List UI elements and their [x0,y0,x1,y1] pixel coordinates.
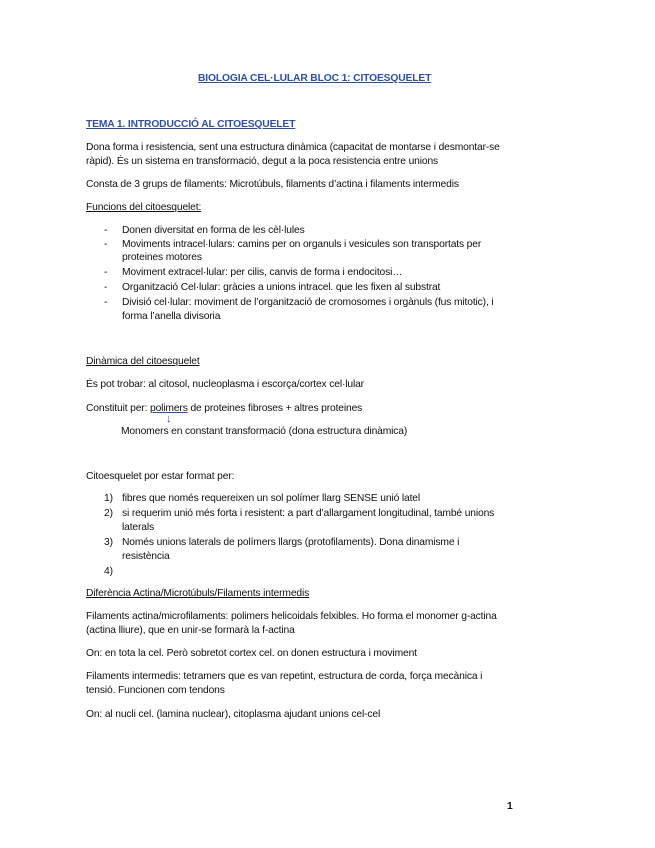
actina-paragraph-line-1: Filaments actina/microfilaments: polimers helicoidals felxibles. Ho forma el monomer g-actina [86,611,497,622]
list-item-continuation: resistència [122,551,170,562]
section-heading-introduccio: TEMA 1. INTRODUCCIÓ AL CITOESQUELET [86,119,296,130]
list-item: fibres que només requereixen un sol polímer llarg SENSE unió latel [122,493,421,504]
document-title: BIOLOGIA CEL·LULAR BLOC 1: CITOESQUELET [198,73,432,84]
intro-paragraph-line-2: ràpid). És un sistema en transformació, degut a la poca resistencia entre unions [86,156,439,167]
list-item-continuation: forma l’anella divisoria [122,311,221,322]
list-item: Només unions laterals de polímers llargs (protofilaments). Dona dinamisme i [122,537,460,548]
funcions-heading: Funcions del citoesquelet: [86,202,202,213]
polimers-word: polimers [150,403,188,414]
down-arrow-icon: ↓ [166,413,172,425]
list-item: Organització Cel·lular: gràcies a unions intracel. que les fixen al substrat [122,282,441,293]
intermedis-paragraph-line-1: Filaments intermedis: tetramers que es van repetint, estructura de corda, força mecànica i [86,671,483,682]
list-number: 2) [104,508,113,519]
list-item: Moviment extracel·lular: per cilis, canvis de forma i endocitosi… [122,267,403,278]
constituit-paragraph [86,402,362,415]
bullet-dash: - [104,239,108,250]
list-item: si requerim unió més forta i resistent: a part d’allargament longitudinal, també unions [122,508,495,519]
intro-paragraph-line-1: Dona forma i resistencia, sent una estructura dinàmica (capacitat de montarse i desmontar-se [86,142,500,153]
list-number: 3) [104,537,113,548]
monomers-paragraph: Monomers en constant transformació (dona estructura dinàmica) [121,426,408,437]
dinamica-heading: Dinàmica del citoesquelet [86,356,200,367]
format-per-paragraph: Citoesquelet por estar format per: [86,471,235,482]
list-item-continuation: laterals [122,522,154,533]
bullet-dash: - [104,225,108,236]
list-item: Moviments intracel·lulars: camins per on organuls i vesicules son transportats per [122,239,482,250]
bullet-dash: - [104,297,108,308]
list-item: Divisió cel·lular: moviment de l’organització de cromosomes i orgànuls (fus mitotic), i [122,297,494,308]
diferencia-heading: Diferència Actina/Microtúbuls/Filaments intermedis [86,588,310,599]
on-paragraph-2: On: al nucli cel. (lamina nuclear), citoplasma ajudant unions cel-cel [86,709,381,720]
constituit-suffix: de proteines fibroses + altres proteines [190,403,363,414]
pot-trobar-paragraph: És pot trobar: al citosol, nucleoplasma i escorça/cortex cel·lular [86,379,364,390]
intermedis-paragraph-line-2: tensió. Funcionen com tendons [86,685,225,696]
page-number: 1 [507,801,513,812]
on-paragraph-1: On: en tota la cel. Però sobretot cortex cel. on donen estructura i moviment [86,648,417,659]
bullet-dash: - [104,267,108,278]
actina-paragraph-line-2: (actina lliure), que en unir-se formarà la f-actina [86,625,295,636]
list-number: 1) [104,493,113,504]
constituit-prefix: Constituit per: [86,403,148,414]
bullet-dash: - [104,282,108,293]
list-item: Donen diversitat en forma de les cèl·lules [122,225,305,236]
list-item-continuation: proteines motores [122,252,202,263]
list-number: 4) [104,566,113,577]
consta-paragraph: Consta de 3 grups de filaments: Microtúbuls, filaments d’actina i filaments intermedis [86,179,459,190]
